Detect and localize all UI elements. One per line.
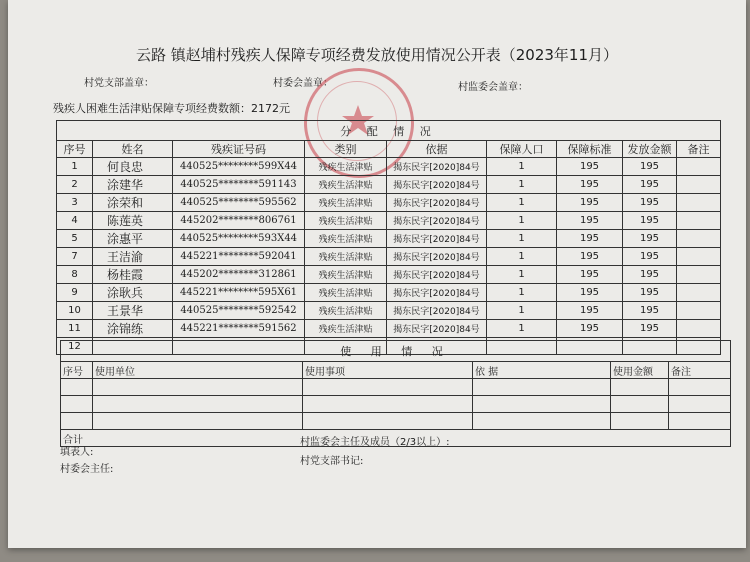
cell-std: 195: [557, 302, 623, 320]
cell-no: 5: [57, 230, 93, 248]
cell-basis: 揭东民字[2020]84号: [387, 158, 487, 176]
col-header: 类别: [305, 141, 387, 158]
cell-name: 王景华: [93, 302, 173, 320]
cell-note: [677, 266, 721, 284]
cell-std: 195: [557, 248, 623, 266]
cell-pop: 1: [487, 194, 557, 212]
committee-seal-label: 村委会盖章：: [273, 78, 333, 89]
cell-name: 涂耿兵: [93, 284, 173, 302]
cell-id: 440525********592542: [173, 302, 305, 320]
cell-amt: 195: [623, 284, 677, 302]
col-header: 使用金额: [611, 362, 669, 379]
cell-basis: 揭东民字[2020]84号: [387, 194, 487, 212]
usage-header-row: [61, 362, 731, 379]
document-page: [8, 0, 746, 548]
cell-amt: 195: [623, 248, 677, 266]
cell-type: 残疾生活津贴: [305, 230, 387, 248]
cell-basis: 揭东民字[2020]84号: [387, 302, 487, 320]
cell-type: 残疾生活津贴: [305, 302, 387, 320]
cell-basis: 揭东民字[2020]84号: [387, 320, 487, 338]
col-header: 序号: [57, 141, 93, 158]
cell-name: 何良忠: [93, 158, 173, 176]
cell-id: 445221********591562: [173, 320, 305, 338]
cell-name: 涂锦练: [93, 320, 173, 338]
cell-no: 1: [57, 158, 93, 176]
cell-name: 涂荣和: [93, 194, 173, 212]
cell-no: 10: [57, 302, 93, 320]
col-header: 残疾证号码: [173, 141, 305, 158]
table-row: [57, 230, 721, 248]
total-label: 合计: [61, 430, 731, 447]
col-header: 序号: [61, 362, 93, 379]
table-row: [57, 176, 721, 194]
cell-type: 残疾生活津贴: [305, 176, 387, 194]
cell-type: 残疾生活津贴: [305, 194, 387, 212]
cell-note: [677, 158, 721, 176]
table-row: [57, 194, 721, 212]
cell-id: 440525********595562: [173, 194, 305, 212]
cell-type: 残疾生活津贴: [305, 320, 387, 338]
cell-basis: 揭东民字[2020]84号: [387, 266, 487, 284]
cell-pop: 1: [487, 284, 557, 302]
cell-name: 杨桂霞: [93, 266, 173, 284]
cell-note: [677, 176, 721, 194]
cell-pop: 1: [487, 248, 557, 266]
table-row: [61, 396, 731, 413]
cell-name: 涂建华: [93, 176, 173, 194]
cell-id: 440525********599X44: [173, 158, 305, 176]
filler-label: 填表人:: [60, 447, 94, 458]
cell-amt: 195: [623, 320, 677, 338]
cell-basis: 揭东民字[2020]84号: [387, 284, 487, 302]
cell-no: 8: [57, 266, 93, 284]
col-header: 备注: [677, 141, 721, 158]
col-header: 保障标准: [557, 141, 623, 158]
table-row: [57, 320, 721, 338]
cell-std: 195: [557, 320, 623, 338]
cell-note: [677, 230, 721, 248]
cell-no: 2: [57, 176, 93, 194]
cell-pop: 1: [487, 266, 557, 284]
cell-note: [677, 320, 721, 338]
cell-no: 12: [57, 338, 93, 355]
table-row: [57, 284, 721, 302]
cell-amt: 195: [623, 212, 677, 230]
supervisors-label: 村监委会主任及成员（2/3以上）:: [300, 437, 450, 448]
supervision-seal-label: 村监委会盖章：: [458, 82, 528, 93]
col-header: 发放金额: [623, 141, 677, 158]
table-row: [57, 266, 721, 284]
cell-std: 195: [557, 158, 623, 176]
cell-amt: 195: [623, 230, 677, 248]
table-row: [57, 302, 721, 320]
cell-basis: 揭东民字[2020]84号: [387, 248, 487, 266]
cell-std: 195: [557, 194, 623, 212]
cell-std: 195: [557, 266, 623, 284]
col-header: 备注: [669, 362, 731, 379]
cell-no: 9: [57, 284, 93, 302]
subsidy-amount: 残疾人困难生活津贴保障专项经费数额：2172元: [53, 102, 290, 115]
party-seal-label: 村党支部盖章：: [84, 78, 154, 89]
table-row: [57, 248, 721, 266]
secretary-label: 村党支部书记:: [300, 456, 364, 467]
cell-amt: 195: [623, 158, 677, 176]
cell-amt: 195: [623, 176, 677, 194]
cell-pop: 1: [487, 158, 557, 176]
usage-table: [60, 340, 731, 447]
cell-no: 4: [57, 212, 93, 230]
committee-director-label: 村委会主任:: [60, 464, 114, 475]
table-row: [61, 379, 731, 396]
distribution-header-row: [57, 141, 721, 158]
col-header: 使用事项: [303, 362, 473, 379]
cell-id: 445221********595X61: [173, 284, 305, 302]
page-title: 云路 镇赵埔村残疾人保障专项经费发放使用情况公开表（2023年11月）: [135, 46, 619, 64]
cell-type: 残疾生活津贴: [305, 212, 387, 230]
col-header: 姓名: [93, 141, 173, 158]
cell-note: [677, 284, 721, 302]
cell-id: 445202********806761: [173, 212, 305, 230]
cell-basis: 揭东民字[2020]84号: [387, 212, 487, 230]
cell-note: [677, 248, 721, 266]
col-header: 保障人口: [487, 141, 557, 158]
cell-name: 陈莲英: [93, 212, 173, 230]
distribution-table: [56, 120, 721, 355]
cell-pop: 1: [487, 230, 557, 248]
table-row: [57, 212, 721, 230]
col-header: 依据: [387, 141, 487, 158]
cell-type: 残疾生活津贴: [305, 158, 387, 176]
cell-name: 涂惠平: [93, 230, 173, 248]
cell-std: 195: [557, 176, 623, 194]
cell-amt: 195: [623, 302, 677, 320]
col-header: 使用单位: [93, 362, 303, 379]
cell-note: [677, 212, 721, 230]
cell-no: 11: [57, 320, 93, 338]
cell-std: 195: [557, 230, 623, 248]
cell-name: 王洁渝: [93, 248, 173, 266]
cell-id: 440525********591143: [173, 176, 305, 194]
cell-id: 445221********592041: [173, 248, 305, 266]
col-header: 依 据: [473, 362, 611, 379]
cell-id: 445202********312861: [173, 266, 305, 284]
table-row: [61, 413, 731, 430]
table-row: [57, 158, 721, 176]
cell-no: 7: [57, 248, 93, 266]
cell-std: 195: [557, 212, 623, 230]
cell-basis: 揭东民字[2020]84号: [387, 176, 487, 194]
cell-amt: 195: [623, 266, 677, 284]
cell-std: 195: [557, 284, 623, 302]
cell-pop: 1: [487, 212, 557, 230]
usage-heading: 使 用 情 况: [61, 341, 731, 362]
cell-pop: 1: [487, 302, 557, 320]
cell-type: 残疾生活津贴: [305, 248, 387, 266]
cell-note: [677, 194, 721, 212]
cell-type: 残疾生活津贴: [305, 266, 387, 284]
cell-type: 残疾生活津贴: [305, 284, 387, 302]
distribution-heading: 分 配 情 况: [57, 121, 721, 141]
cell-id: 440525********593X44: [173, 230, 305, 248]
cell-no: 3: [57, 194, 93, 212]
cell-note: [677, 302, 721, 320]
cell-basis: 揭东民字[2020]84号: [387, 230, 487, 248]
cell-amt: 195: [623, 194, 677, 212]
cell-pop: 1: [487, 176, 557, 194]
cell-pop: 1: [487, 320, 557, 338]
